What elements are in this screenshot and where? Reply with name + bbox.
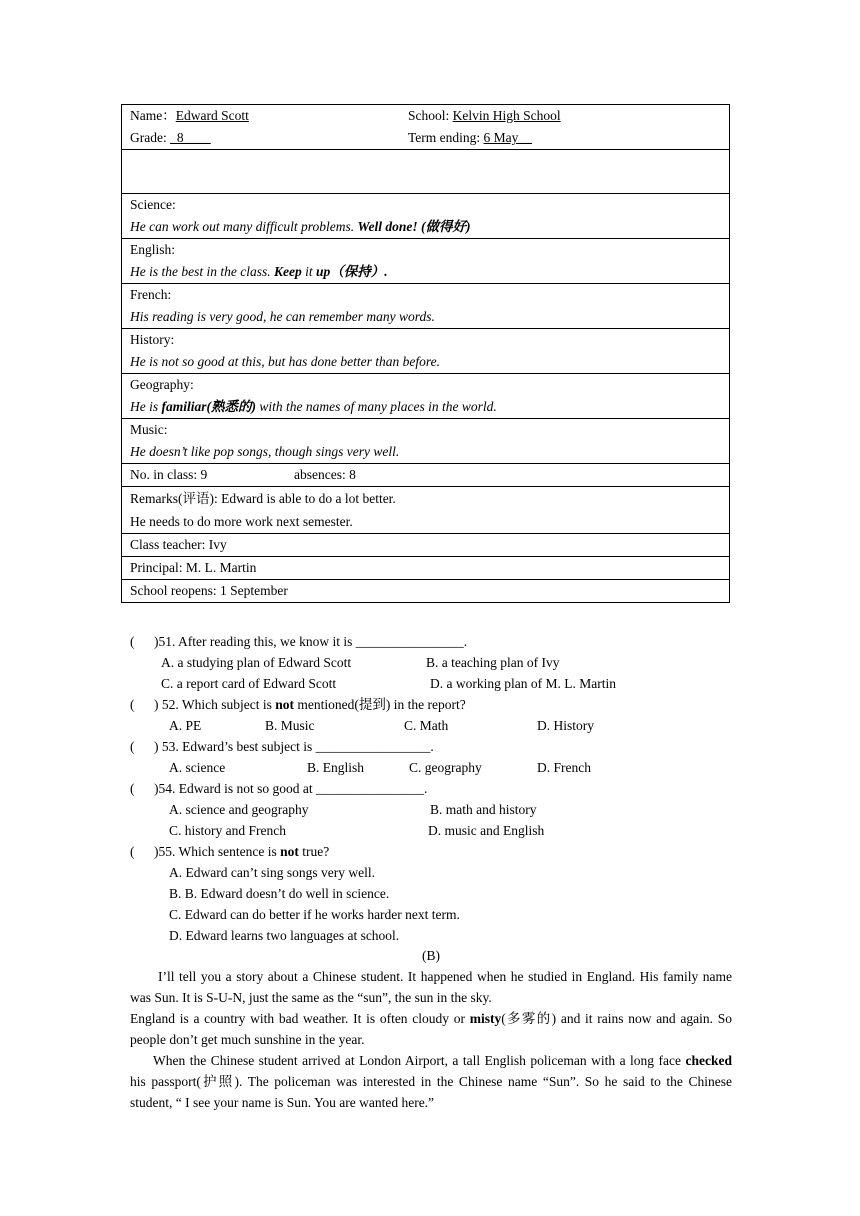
principal-row bbox=[122, 557, 730, 580]
question-52 bbox=[130, 694, 740, 715]
option-c: C. Math bbox=[404, 718, 449, 733]
questions-section bbox=[130, 631, 740, 946]
term-value: 6 May__ bbox=[483, 130, 532, 145]
name-label: Name： bbox=[130, 108, 176, 123]
question-stem-pre: ) 52. Which subject is bbox=[154, 697, 276, 712]
question-51-options-ab bbox=[130, 652, 740, 673]
school-value: Kelvin High School bbox=[452, 108, 561, 123]
question-stem-bold: not bbox=[275, 697, 294, 712]
absences: absences: 8 bbox=[294, 467, 356, 482]
question-53-options bbox=[130, 757, 740, 778]
subject-row-music bbox=[122, 419, 730, 464]
subject-row-french bbox=[122, 284, 730, 329]
subject-row-geography bbox=[122, 374, 730, 419]
subject-label: History: bbox=[130, 332, 175, 347]
option-b: B. a teaching plan of Ivy bbox=[426, 655, 560, 670]
answer-paren: ( bbox=[130, 634, 135, 649]
question-stem: )54. Edward is not so good at ________________. bbox=[154, 781, 428, 796]
option-d: D. French bbox=[537, 760, 591, 775]
subject-comment: His reading is very good, he can remember many words. bbox=[130, 309, 435, 324]
answer-paren: ( bbox=[130, 844, 135, 859]
p3-post: his passport(护照). The policeman was interested in the Chinese name “Sun”. So he said to the Chinese student, “ I see your name is Sun. You are wanted here.” bbox=[130, 1074, 732, 1110]
misty-word: misty bbox=[469, 1011, 502, 1026]
option-c: C. history and French bbox=[169, 823, 286, 838]
option-a: A. PE bbox=[169, 718, 202, 733]
option-d: D. music and English bbox=[428, 823, 545, 838]
option-c: C. Edward can do better if he works harder next term. bbox=[169, 907, 460, 922]
familiar-word: familiar(熟悉的) bbox=[161, 399, 256, 414]
option-a: A. a studying plan of Edward Scott bbox=[161, 655, 352, 670]
school-label: School: bbox=[408, 108, 453, 123]
question-55-option-d bbox=[130, 925, 740, 946]
subject-row-history bbox=[122, 329, 730, 374]
subject-row-english bbox=[122, 239, 730, 284]
question-stem: )51. After reading this, we know it is ________________. bbox=[154, 634, 468, 649]
question-stem: ) 53. Edward’s best subject is _________________. bbox=[154, 739, 434, 754]
option-b: B. English bbox=[307, 760, 365, 775]
it-word: it bbox=[301, 264, 316, 279]
subject-label: Music: bbox=[130, 422, 168, 437]
up-word: up（保持）. bbox=[316, 264, 388, 279]
passage-b bbox=[130, 945, 732, 1113]
no-in-class: No. in class: 9 bbox=[130, 467, 208, 482]
answer-paren: ( bbox=[130, 739, 135, 754]
option-b: B. B. Edward doesn’t do well in science. bbox=[169, 886, 390, 901]
keep-word: Keep bbox=[273, 264, 302, 279]
question-stem-bold: not bbox=[280, 844, 299, 859]
option-c: C. a report card of Edward Scott bbox=[161, 676, 337, 691]
question-54-options-cd bbox=[130, 820, 740, 841]
option-d: D. Edward learns two languages at school. bbox=[169, 928, 400, 943]
remarks-line-2: He needs to do more work next semester. bbox=[130, 514, 353, 529]
p3-pre: When the Chinese student arrived at London Airport, a tall English policeman with a long face bbox=[153, 1053, 686, 1068]
passage-paragraph-2 bbox=[130, 1008, 732, 1050]
option-a: A. science bbox=[169, 760, 226, 775]
option-d: D. History bbox=[537, 718, 594, 733]
question-53 bbox=[130, 736, 740, 757]
passage-paragraph-1: I’ll tell you a story about a Chinese student. It happened when he studied in England. His family name was Sun. It is S-U-N, just the same as the “sun”, the sun in the sky. bbox=[130, 969, 732, 1005]
principal: Principal: M. L. Martin bbox=[130, 560, 257, 575]
name-value: Edward Scott bbox=[175, 108, 249, 123]
question-55 bbox=[130, 841, 740, 862]
header-row bbox=[122, 105, 730, 150]
checked-word: checked bbox=[685, 1053, 732, 1068]
option-b: B. math and history bbox=[430, 802, 537, 817]
question-55-option-c bbox=[130, 904, 740, 925]
question-51-options-cd bbox=[130, 673, 740, 694]
class-teacher: Class teacher: Ivy bbox=[130, 537, 227, 552]
option-b: B. Music bbox=[265, 718, 315, 733]
question-stem-post: true? bbox=[298, 844, 330, 859]
option-d: D. a working plan of M. L. Martin bbox=[430, 676, 616, 691]
class-teacher-row bbox=[122, 534, 730, 557]
subject-row-science bbox=[122, 194, 730, 239]
answer-paren: ( bbox=[130, 781, 135, 796]
remarks-line-1: Remarks(评语): Edward is able to do a lot better. bbox=[130, 491, 396, 506]
empty-row bbox=[122, 150, 730, 194]
grade-value: _8____ bbox=[170, 130, 211, 145]
subject-label: Science: bbox=[130, 197, 176, 212]
option-a: A. science and geography bbox=[169, 802, 309, 817]
question-stem-post: mentioned(提到) in the report? bbox=[294, 697, 466, 712]
grade-label: Grade: bbox=[130, 130, 171, 145]
attendance-row bbox=[122, 464, 730, 487]
subject-label: English: bbox=[130, 242, 176, 257]
report-card-table bbox=[121, 104, 730, 603]
question-stem-pre: )55. Which sentence is bbox=[154, 844, 281, 859]
subject-comment-post: with the names of many places in the world. bbox=[256, 399, 497, 414]
remarks-row bbox=[122, 487, 730, 534]
subject-comment: He doesn’t like pop songs, though sings very well. bbox=[130, 444, 400, 459]
subject-comment-pre: He is bbox=[130, 399, 162, 414]
question-54 bbox=[130, 778, 740, 799]
subject-comment: He can work out many difficult problems. bbox=[130, 219, 358, 234]
question-55-option-b bbox=[130, 883, 740, 904]
question-55-option-a bbox=[130, 862, 740, 883]
option-a: A. Edward can’t sing songs very well. bbox=[169, 865, 375, 880]
question-51 bbox=[130, 631, 740, 652]
answer-paren: ( bbox=[130, 697, 135, 712]
passage-heading: (B) bbox=[422, 948, 440, 963]
passage-paragraph-3 bbox=[130, 1050, 732, 1113]
p2-pre: England is a country with bad weather. It is often cloudy or bbox=[130, 1011, 470, 1026]
term-label: Term ending: bbox=[408, 130, 484, 145]
subject-comment-bold: Well done! (做得好) bbox=[357, 219, 471, 234]
subject-comment: He is not so good at this, but has done better than before. bbox=[130, 354, 440, 369]
question-54-options-ab bbox=[130, 799, 740, 820]
question-52-options bbox=[130, 715, 740, 736]
reopens-row bbox=[122, 580, 730, 603]
option-c: C. geography bbox=[409, 760, 482, 775]
school-reopens: School reopens: 1 September bbox=[130, 583, 288, 598]
subject-label: French: bbox=[130, 287, 172, 302]
p2-post: (多雾的) and it rains now and again. So people don’t get much sunshine in the year. bbox=[130, 1011, 732, 1047]
subject-label: Geography: bbox=[130, 377, 194, 392]
subject-comment: He is the best in the class. bbox=[130, 264, 274, 279]
